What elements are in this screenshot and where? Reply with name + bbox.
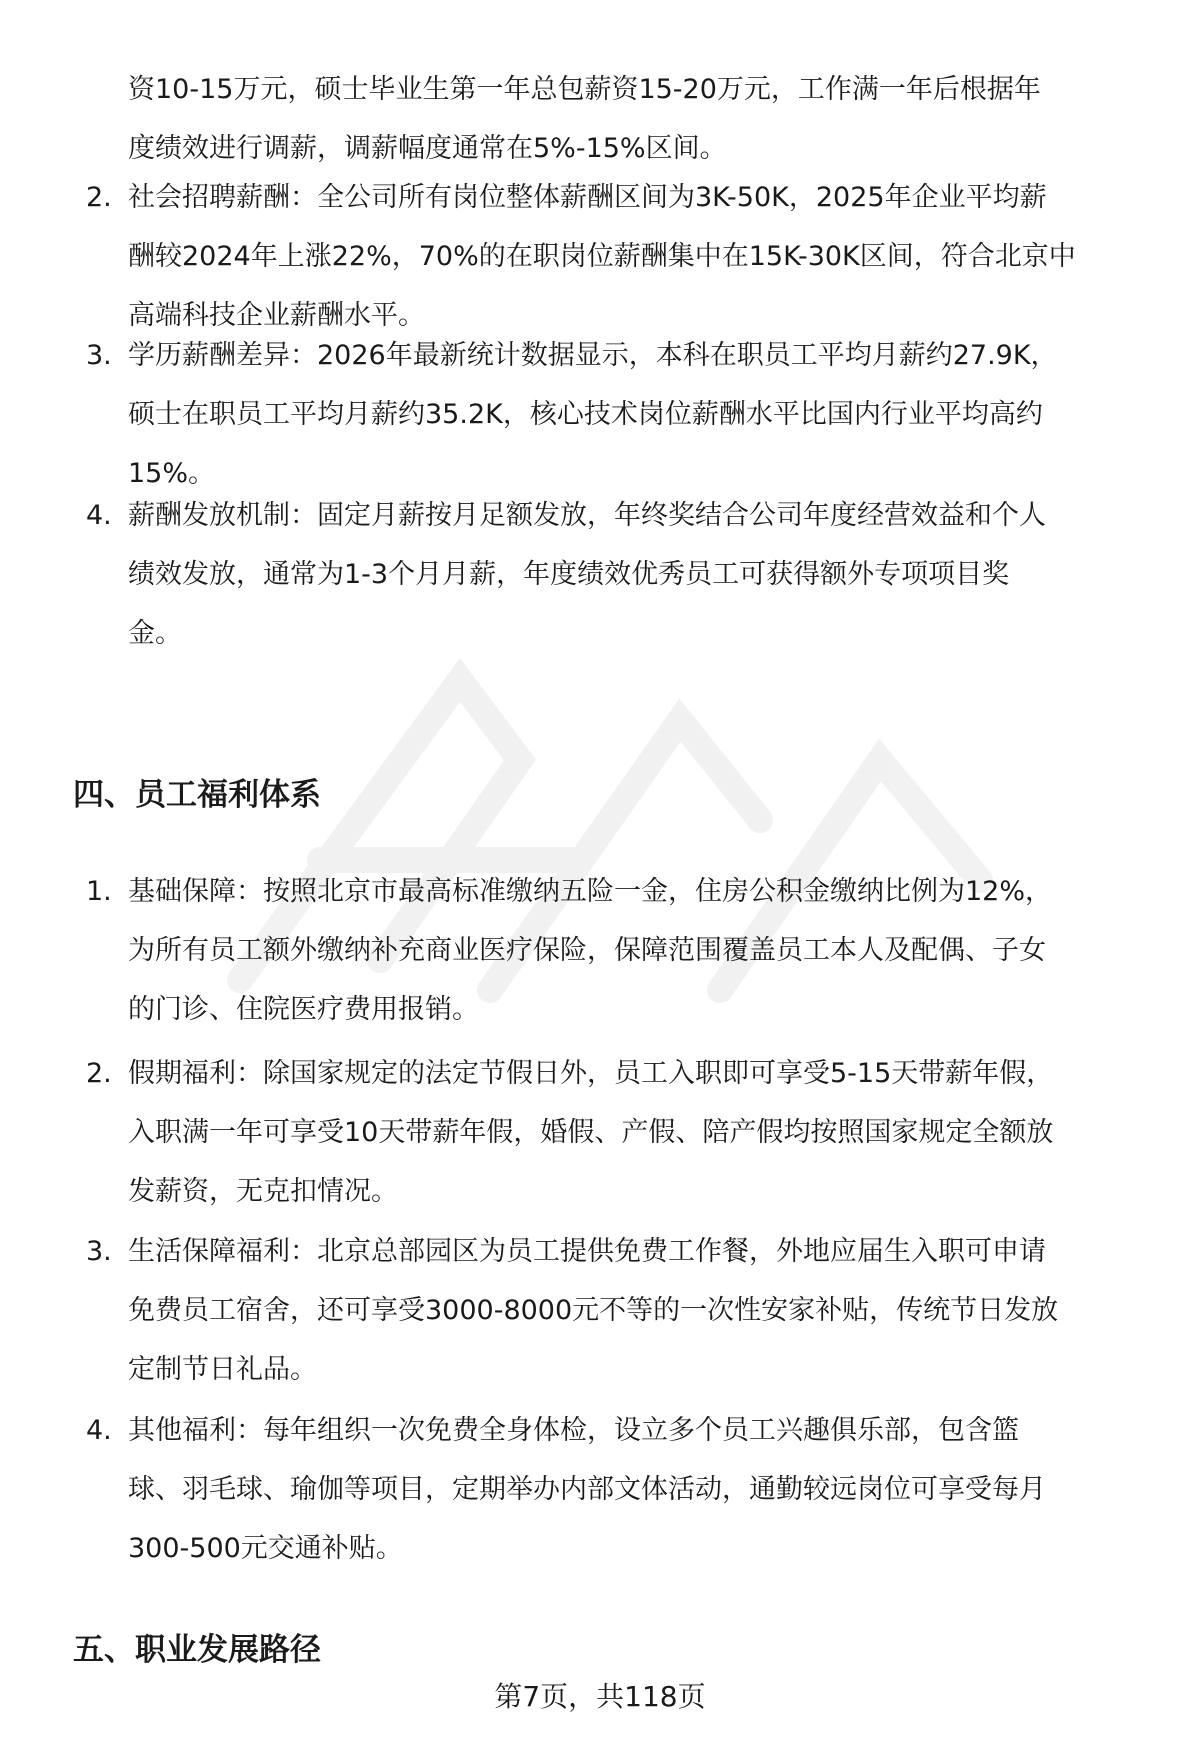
list-item-number: 2. (86, 182, 112, 213)
list-item-line: 免费员工宿舍，还可享受3000-8000元不等的一次性安家补贴，传统节日发放 (128, 1295, 1059, 1326)
list-item-line: 假期福利：除国家规定的法定节假日外，员工入职即可享受5-15天带薪年假， (128, 1058, 1054, 1089)
list-item-line: 社会招聘薪酬：全公司所有岗位整体薪酬区间为3K-50K，2025年企业平均薪 (128, 182, 1047, 213)
list-item-number: 3. (86, 340, 112, 371)
list-item-line: 发薪资，无克扣情况。 (128, 1176, 398, 1207)
list-item-number: 2. (86, 1058, 112, 1089)
list-item-line: 其他福利：每年组织一次免费全身体检，设立多个员工兴趣俱乐部，包含篮 (128, 1415, 1019, 1446)
list-item-line: 的门诊、住院医疗费用报销。 (128, 994, 479, 1025)
list-item-line: 为所有员工额外缴纳补充商业医疗保险，保障范围覆盖员工本人及配偶、子女 (128, 935, 1046, 966)
list-item-line: 硕士在职员工平均月薪约35.2K，核心技术岗位薪酬水平比国内行业平均高约 (128, 399, 1043, 430)
continuation-line: 资10-15万元，硕士毕业生第一年总包薪资15-20万元，工作满一年后根据年 (128, 74, 1041, 105)
list-item-number: 3. (86, 1236, 112, 1267)
list-item-number: 1. (86, 876, 112, 907)
page-number-footer: 第7页，共118页 (494, 1680, 706, 1713)
list-item-line: 金。 (128, 618, 182, 649)
list-item-line: 入职满一年可享受10天带薪年假，婚假、产假、陪产假均按照国家规定全额放 (128, 1117, 1054, 1148)
list-item-line: 基础保障：按照北京市最高标准缴纳五险一金，住房公积金缴纳比例为12%， (128, 876, 1053, 907)
list-item-line: 薪酬发放机制：固定月薪按月足额发放，年终奖结合公司年度经营效益和个人 (128, 500, 1046, 531)
section-heading: 四、员工福利体系 (73, 777, 321, 813)
list-item-line: 300-500元交通补贴。 (128, 1533, 403, 1564)
section-heading: 五、职业发展路径 (73, 1632, 321, 1668)
list-item-line: 绩效发放，通常为1-3个月月薪，年度绩效优秀员工可获得额外专项项目奖 (128, 559, 1010, 590)
list-item-line: 定制节日礼品。 (128, 1354, 317, 1385)
continuation-line: 度绩效进行调薪，调薪幅度通常在5%-15%区间。 (128, 133, 727, 164)
list-item-line: 酬较2024年上涨22%，70%的在职岗位薪酬集中在15K-30K区间，符合北京中 (128, 241, 1076, 272)
list-item-line: 生活保障福利：北京总部园区为员工提供免费工作餐，外地应届生入职可申请 (128, 1236, 1046, 1267)
list-item-line: 高端科技企业薪酬水平。 (128, 300, 425, 331)
list-item-line: 15%。 (128, 458, 216, 489)
list-item-line: 球、羽毛球、瑜伽等项目，定期举办内部文体活动，通勤较远岗位可享受每月 (128, 1474, 1046, 1505)
list-item-number: 4. (86, 1415, 112, 1446)
list-item-number: 4. (86, 500, 112, 531)
list-item-line: 学历薪酬差异：2026年最新统计数据显示，本科在职员工平均月薪约27.9K， (128, 340, 1058, 371)
